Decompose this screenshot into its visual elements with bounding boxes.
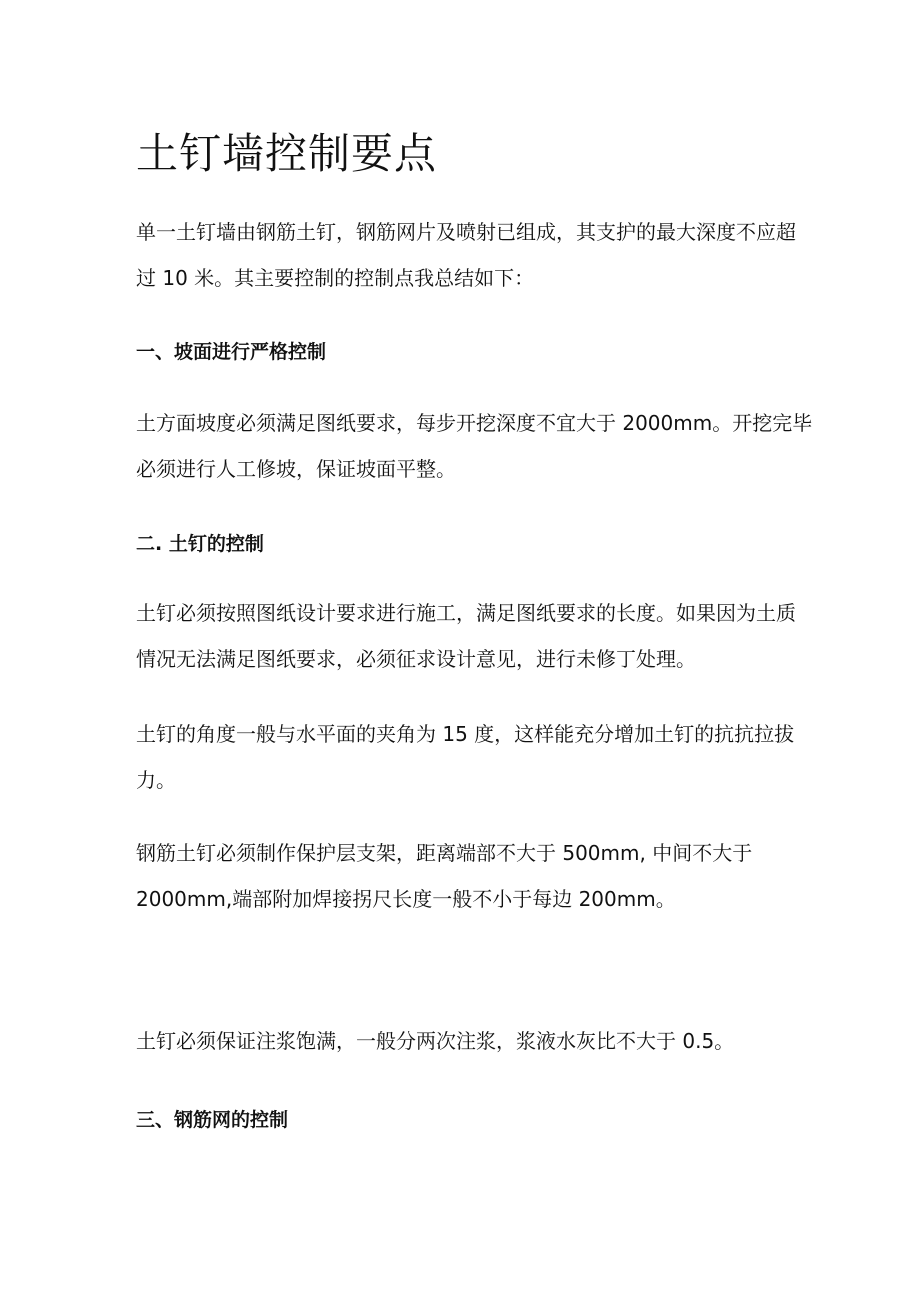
section-1-p1-line-1: 土方面坡度必须满足图纸要求，每步开挖深度不宜大于 2000mm。开挖完毕 [136, 411, 813, 435]
section-1-p1-line-2: 必须进行人工修坡，保证坡面平整。 [136, 457, 456, 481]
section-2-heading: 二. 土钉的控制 [136, 533, 264, 555]
section-1-heading: 一、坡面进行严格控制 [136, 341, 327, 363]
section-2-paragraph-2 [136, 711, 796, 803]
section-2-p2-line-1: 土钉的角度一般与水平面的夹角为 15 度，这样能充分增加土钉的抗抗拉拔 [136, 722, 795, 746]
section-2-p3-line-1: 钢筋土钉必须制作保护层支架，距离端部不大于 500mm, 中间不大于 [136, 841, 753, 865]
section-3-heading: 三、钢筋网的控制 [136, 1109, 289, 1131]
section-2-p3-line-2: 2000mm,端部附加焊接拐尺长度一般不小于每边 200mm。 [136, 887, 676, 911]
section-1-paragraph-1 [136, 400, 813, 492]
intro-line-2: 过 10 米。其主要控制的控制点我总结如下： [136, 266, 535, 290]
section-2-paragraph-3 [136, 830, 796, 922]
section-2-paragraph-1 [136, 590, 796, 682]
section-2-paragraph-4 [136, 1018, 796, 1064]
section-2-p2-line-2: 力。 [136, 768, 176, 792]
section-2-p1-line-2: 情况无法满足图纸要求，必须征求设计意见，进行未修丁处理。 [136, 647, 696, 671]
section-2-p1-line-1: 土钉必须按照图纸设计要求进行施工，满足图纸要求的长度。如果因为土质 [136, 601, 796, 625]
page-title: 土钉墙控制要点 [136, 129, 438, 178]
intro-paragraph [136, 209, 796, 301]
intro-line-1: 单一土钉墙由钢筋土钉，钢筋网片及喷射已组成，其支护的最大深度不应超 [136, 220, 796, 244]
section-2-p4-line-1: 土钉必须保证注浆饱满，一般分两次注浆，浆液水灰比不大于 0.5。 [136, 1029, 735, 1053]
